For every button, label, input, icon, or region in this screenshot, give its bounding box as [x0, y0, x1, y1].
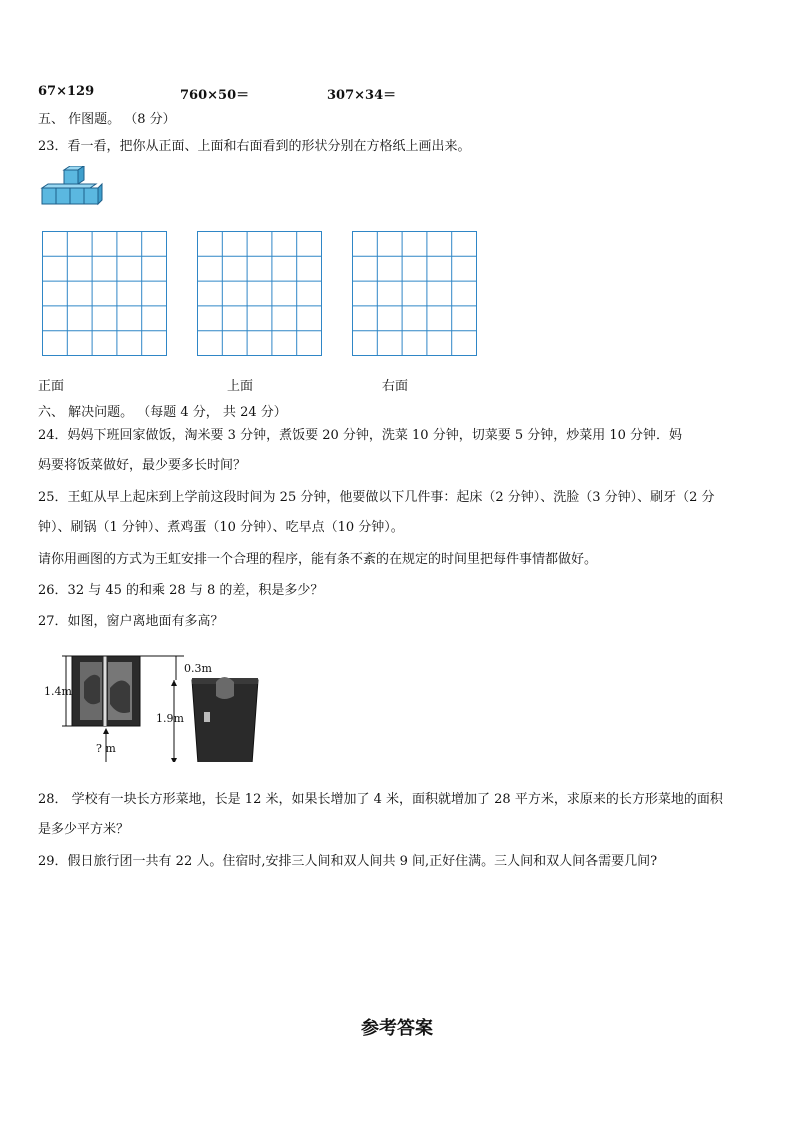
calc-2: 760×50＝ — [180, 88, 250, 103]
window-figure — [44, 652, 264, 762]
cube-front-2 — [56, 188, 70, 204]
section6-heading: 六、 解决问题。 （每题 4 分， 共 24 分） — [38, 405, 287, 420]
q26-text: 26．32 与 45 的和乘 28 与 8 的差，积是多少？ — [38, 583, 324, 598]
q28-line1: 28． 学校有一块长方形菜地，长是 12 米，如果长增加了 4 米，面积就增加了 28 平方米，求原来的长方形菜地的面积 — [38, 792, 723, 807]
calc-3: 307×34＝ — [327, 88, 397, 103]
section5-heading: 五、 作图题。 （8 分） — [38, 112, 176, 127]
cube-front-1 — [42, 188, 56, 204]
grid-top — [197, 231, 323, 357]
grid-label-right: 右面 — [382, 379, 409, 394]
label-q-m: ? m — [96, 742, 116, 755]
label-1-4m: 1.4m — [44, 685, 72, 698]
answers-title: 参考答案 — [361, 1018, 433, 1039]
q23-text: 23．看一看，把你从正面、上面和右面看到的形状分别在方格纸上画出来。 — [38, 139, 471, 154]
q25-line3: 请你用画图的方式为王虹安排一个合理的程序，能有条不紊的在规定的时间里把每件事情都做好。 — [38, 552, 598, 567]
label-0-3m: 0.3m — [184, 662, 212, 675]
q27-text: 27．如图，窗户离地面有多高？ — [38, 614, 224, 629]
q28-line2: 是多少平方米？ — [38, 822, 130, 837]
calc-1: 67×129 — [38, 84, 95, 99]
grid-label-top: 上面 — [227, 379, 254, 394]
grid-label-front: 正面 — [38, 379, 65, 394]
grid-right — [352, 231, 478, 357]
cube-front-4 — [84, 188, 98, 204]
q25-line2: 钟）、刷锅（1 分钟）、煮鸡蛋（10 分钟）、吃早点（10 分钟）。 — [38, 520, 404, 535]
grid-front — [42, 231, 168, 357]
q24-line1: 24．妈妈下班回家做饭，淘米要 3 分钟，煮饭要 20 分钟，洗菜 10 分钟，切菜要 5 分钟，炒菜用 10 分钟．妈 — [38, 428, 683, 443]
q25-line1: 25．王虹从早上起床到上学前这段时间为 25 分钟，他要做以下几件事：起床（2 分钟）、洗脸（3 分钟）、刷牙（2 分 — [38, 490, 715, 505]
label-1-9m: 1.9m — [156, 712, 184, 725]
q24-line2: 妈要将饭菜做好，最少要多长时间？ — [38, 458, 247, 473]
cube-figure — [38, 166, 104, 214]
q29-text: 29．假日旅行团一共有 22 人。住宿时,安排三人间和双人间共 9 间,正好住满。三人间和双人间各需要几间? — [38, 854, 658, 869]
cube-front-3 — [70, 188, 84, 204]
